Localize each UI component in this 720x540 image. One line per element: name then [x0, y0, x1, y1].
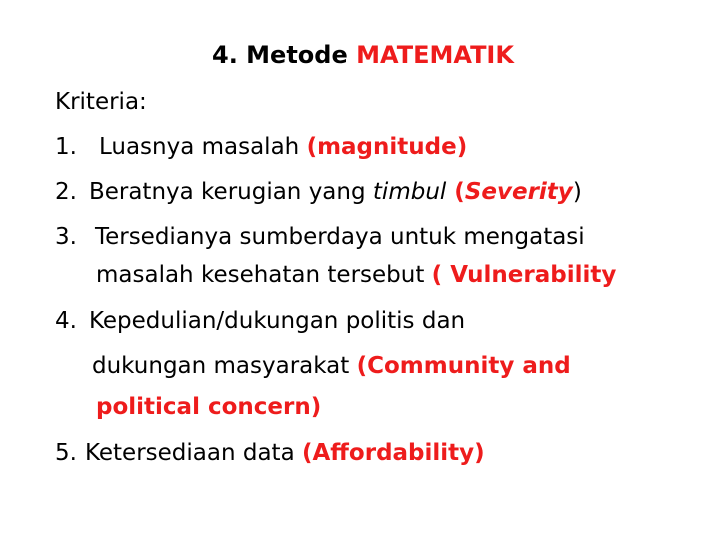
list-item-3-continuation: [96, 259, 616, 291]
item-1-text: Luasnya masalah: [98, 134, 307, 160]
criteria-heading: [55, 86, 147, 118]
item-2-close: ): [572, 179, 582, 205]
list-item-1: [55, 131, 467, 163]
list-item-2: [55, 176, 582, 208]
list-item-3: [55, 221, 585, 253]
item-5-text: Ketersediaan data: [84, 440, 302, 466]
item-4-line2-text: dukungan masyarakat: [92, 353, 357, 379]
item-4-line1: Kepedulian/dukungan politis dan: [88, 308, 466, 334]
item-5-highlight: (Affordability): [301, 440, 485, 466]
item-5-number: 5.: [55, 440, 77, 466]
item-1-highlight: (magnitude): [306, 134, 468, 160]
title-highlight: MATEMATIK: [356, 41, 514, 69]
item-4-line3-highlight: political concern): [96, 394, 322, 420]
list-item-4-continuation-2: [96, 391, 321, 423]
criteria-heading-text: Kriteria:: [55, 89, 147, 115]
item-4-line2-highlight: (Community and: [356, 353, 571, 379]
item-3-line2-highlight: ( Vulnerability: [431, 262, 617, 288]
item-3-line2-text: masalah kesehatan tersebut: [96, 262, 432, 288]
item-2-italic: timbul: [372, 179, 447, 205]
item-1-number: 1.: [55, 134, 77, 160]
item-2-text: Beratnya kerugian yang: [88, 179, 373, 205]
slide-title: [212, 38, 514, 72]
list-item-4-continuation: [92, 350, 571, 382]
item-3-line1: Tersedianya sumberdaya untuk mengatasi: [94, 224, 585, 250]
item-2-highlight-open: (: [446, 179, 465, 205]
list-item-5: [55, 437, 485, 469]
item-3-number: 3.: [55, 224, 77, 250]
item-4-number: 4.: [55, 308, 77, 334]
item-2-number: 2.: [55, 179, 77, 205]
list-item-4: [55, 305, 465, 337]
title-prefix: 4. Metode: [212, 41, 357, 69]
item-2-highlight: Severity: [464, 179, 573, 205]
